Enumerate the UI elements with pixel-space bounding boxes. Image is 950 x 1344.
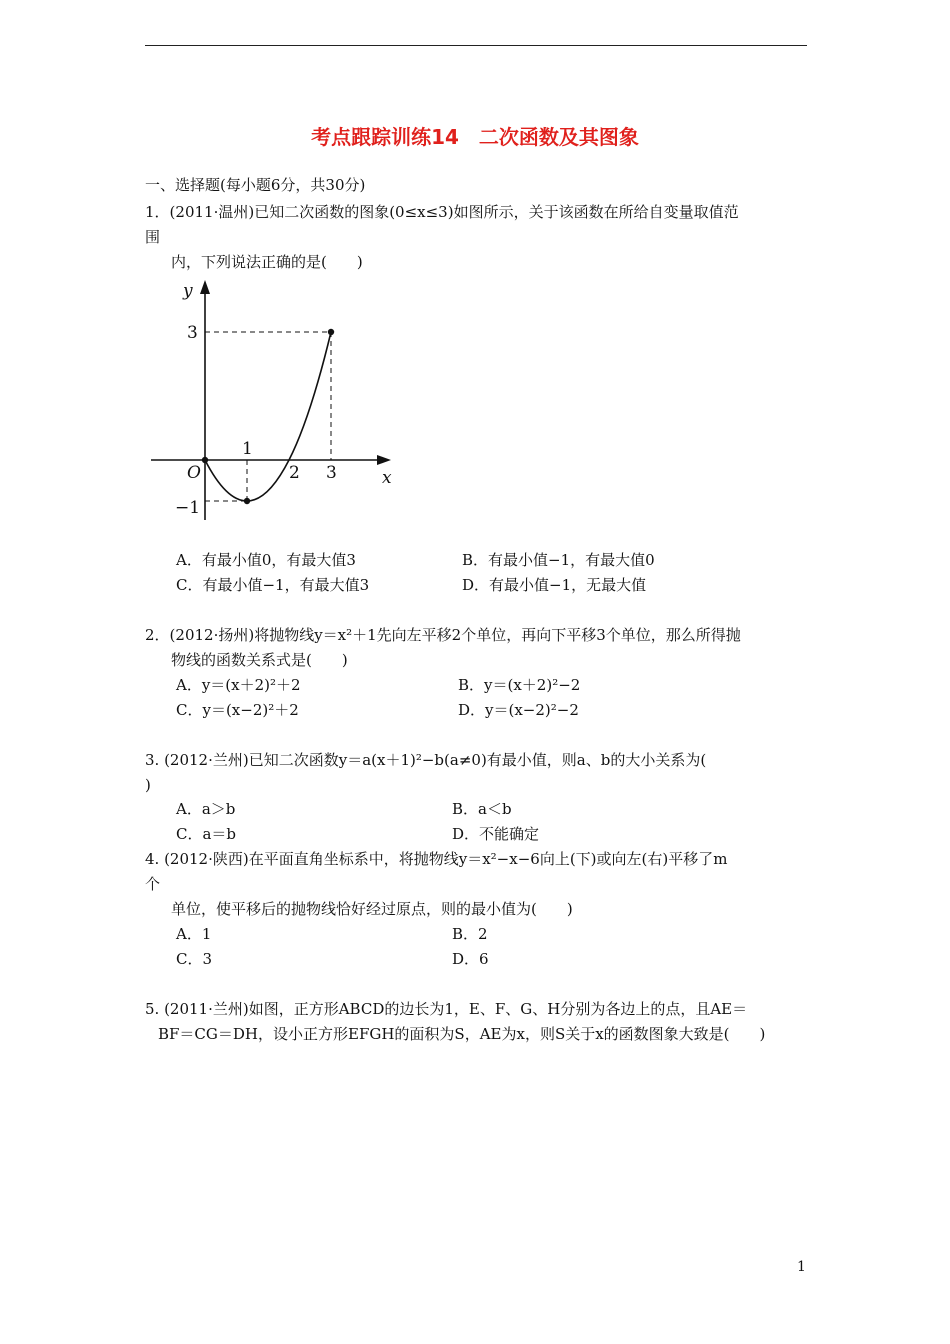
q2-option-b: B．y＝(x＋2)²−2	[458, 676, 581, 694]
q3-line2: )	[145, 776, 151, 794]
q1-option-c: C．有最小值−1，有最大值3	[176, 576, 370, 594]
q2-option-d: D．y＝(x−2)²−2	[458, 701, 579, 719]
q4-option-c: C．3	[176, 950, 213, 968]
tick-label-x3: 3	[326, 463, 337, 483]
q4-option-b: B．2	[452, 925, 488, 943]
point-vertex	[244, 498, 250, 504]
q2-line2: 物线的函数关系式是( )	[171, 651, 348, 669]
q1-parabola-graph	[145, 272, 405, 522]
q3-line1: 3. (2012·兰州)已知二次函数y＝a(x＋1)²−b(a≠0)有最小值，则a、b的大小关系为(	[145, 751, 707, 769]
q4-line3: 单位，使平移后的抛物线恰好经过原点，则的最小值为( )	[171, 900, 573, 918]
q2-option-a: A．y＝(x＋2)²＋2	[176, 676, 301, 694]
tick-label-x1: 1	[242, 439, 253, 459]
q1-line1: 1．(2011·温州)已知二次函数的图象(0≤x≤3)如图所示，关于该函数在所给自变量取值范	[145, 203, 739, 221]
header-rule	[145, 45, 807, 46]
x-axis-label: x	[382, 468, 392, 488]
q5-line2: BF＝CG＝DH，设小正方形EFGH的面积为S，AE为x，则S关于x的函数图象大致是( )	[158, 1025, 766, 1043]
tick-label-ym1: −1	[175, 498, 201, 518]
q2-option-c: C．y＝(x−2)²＋2	[176, 701, 299, 719]
q1-option-a: A．有最小值0，有最大值3	[176, 551, 356, 569]
q3-option-c: C．a＝b	[176, 825, 237, 843]
q4-option-d: D．6	[452, 950, 489, 968]
q1-option-d: D．有最小值−1，无最大值	[462, 576, 647, 594]
q2-line1: 2．(2012·扬州)将抛物线y＝x²＋1先向左平移2个单位，再向下平移3个单位，那么所得抛	[145, 626, 741, 644]
q5-line1: 5. (2011·兰州)如图，正方形ABCD的边长为1，E、F、G、H分别为各边上的点，且AE＝	[145, 1000, 748, 1018]
q4-option-a: A．1	[176, 925, 212, 943]
point-origin	[202, 457, 208, 463]
tick-label-x2: 2	[289, 463, 300, 483]
parabola-curve	[205, 332, 331, 501]
point-end	[328, 329, 334, 335]
tick-label-y3: 3	[187, 323, 198, 343]
q3-option-d: D．不能确定	[452, 825, 540, 843]
q3-option-b: B．a＜b	[452, 800, 512, 818]
q1-option-b: B．有最小值−1，有最大值0	[462, 551, 655, 569]
x-axis-arrow-icon	[377, 455, 391, 465]
q3-option-a: A．a＞b	[176, 800, 236, 818]
origin-label: O	[187, 463, 201, 483]
q1-line2: 围	[145, 228, 161, 246]
q4-line1: 4. (2012·陕西)在平面直角坐标系中，将抛物线y＝x²−x−6向上(下)或向左(右)平移了m	[145, 850, 728, 868]
page-title: 考点跟踪训练14 二次函数及其图象	[311, 125, 639, 149]
page-number: 1	[797, 1259, 806, 1275]
section-heading: 一、选择题(每小题6分，共30分)	[145, 176, 366, 194]
y-axis-label: y	[183, 281, 193, 301]
y-axis-arrow-icon	[200, 280, 210, 294]
q4-line2: 个	[145, 875, 161, 893]
q1-line3: 内，下列说法正确的是( )	[171, 253, 363, 271]
